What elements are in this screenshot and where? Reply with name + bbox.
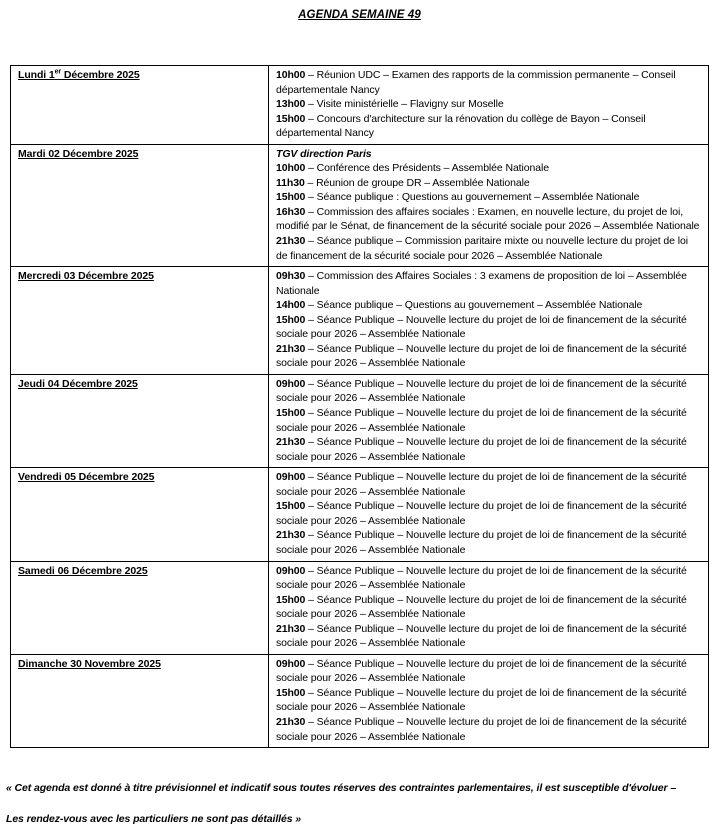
- event-time: 21h30: [276, 715, 306, 728]
- event-time: 21h30: [276, 342, 306, 355]
- table-row-wednesday: [11, 267, 709, 375]
- event-text: – Séance Publique – Nouvelle lecture du projet de loi de financement de la sécurité sociale pour 2026 – Assemblée Nationale: [276, 377, 687, 405]
- events-cell: [269, 654, 709, 747]
- events-cell: [269, 468, 709, 561]
- page-title: AGENDA SEMAINE 49: [298, 9, 421, 21]
- event-time: 09h00: [276, 657, 306, 670]
- event-text: – Commission des Affaires Sociales : 3 examens de proposition de loi – Assemblée Nationale: [276, 270, 687, 297]
- event-time: 21h30: [276, 436, 306, 449]
- event-line: [276, 435, 701, 464]
- event-time: 11h30: [276, 176, 305, 189]
- event-text: – Séance Publique – Nouvelle lecture du projet de loi de financement de la sécurité sociale pour 2026 – Assemblée Nationale: [276, 407, 687, 434]
- event-time: 13h00: [276, 98, 306, 111]
- event-time: 09h00: [276, 377, 306, 390]
- event-text: – Séance Publique – Nouvelle lecture du projet de loi de financement de la sécurité sociale pour 2026 – Assemblée Nationale: [276, 657, 687, 685]
- event-line: [276, 686, 701, 715]
- day-cell: [11, 561, 269, 654]
- event-time: 21h30: [276, 529, 306, 542]
- event-time: 15h00: [276, 407, 306, 420]
- day-label: Mercredi 03 Décembre 2025: [18, 270, 154, 283]
- event-line: [276, 112, 701, 141]
- day-cell: [11, 144, 269, 266]
- event-line: [276, 161, 701, 176]
- event-text: – Séance Publique – Nouvelle lecture du projet de loi de financement de la sécurité sociale pour 2026 – Assemblée Nationale: [276, 529, 687, 556]
- day-label: Jeudi 04 Décembre 2025: [18, 377, 138, 390]
- event-time: 09h00: [276, 471, 306, 484]
- event-text: – Séance Publique – Nouvelle lecture du projet de loi de financement de la sécurité sociale pour 2026 – Assemblée Nationale: [276, 342, 687, 370]
- event-time: 15h00: [276, 593, 306, 606]
- table-row-tuesday: [11, 144, 709, 266]
- event-text: – Réunion de groupe DR – Assemblée Nationale: [304, 176, 530, 189]
- events-cell: [269, 144, 709, 266]
- event-line: [276, 593, 701, 622]
- event-text: – Commission des affaires sociales : Examen, en nouvelle lecture, du projet de loi, modifié par le Sénat, de financement de la sécurité sociale pour 2026 – Assemblée Nationale: [276, 205, 700, 233]
- day-cell: [11, 66, 269, 145]
- event-text: – Séance publique – Commission paritaire mixte ou nouvelle lecture du projet de loi de financement de la sécurité sociale pour 2026 – Assemblée Nationale: [276, 235, 688, 262]
- day-cell: [11, 468, 269, 561]
- event-time: 14h00: [276, 299, 306, 312]
- event-text: – Séance Publique – Nouvelle lecture du projet de loi de financement de la sécurité sociale pour 2026 – Assemblée Nationale: [276, 436, 687, 463]
- event-time: 15h00: [276, 686, 306, 699]
- event-text: – Conférence des Présidents – Assemblée Nationale: [305, 162, 549, 175]
- event-line: [276, 97, 701, 112]
- event-text: – Visite ministérielle – Flavigny sur Moselle: [305, 98, 504, 111]
- day-cell: [11, 267, 269, 375]
- note-line: TGV direction Paris: [276, 147, 372, 160]
- day-cell: [11, 374, 269, 467]
- event-line: [276, 528, 701, 557]
- day-text: Lundi 1: [18, 69, 55, 81]
- day-label: [18, 69, 140, 81]
- event-time: 15h00: [276, 313, 306, 326]
- disclaimer-line-2: Les rendez-vous avec les particuliers ne sont pas détaillés »: [6, 812, 302, 825]
- events-cell: [269, 66, 709, 145]
- disclaimer-line-1: « Cet agenda est donné à titre prévisionnel et indicatif sous toutes réserves des contraintes parlementaires, il est susceptible d'évoluer –: [6, 782, 677, 795]
- event-line: [276, 377, 701, 406]
- event-time: 15h00: [276, 191, 306, 204]
- event-time: 09h30: [276, 270, 306, 283]
- event-line: [276, 313, 701, 342]
- event-line: [276, 342, 701, 371]
- day-label: Mardi 02 Décembre 2025: [18, 147, 139, 160]
- event-text: – Séance Publique – Nouvelle lecture du projet de loi de financement de la sécurité sociale pour 2026 – Assemblée Nationale: [276, 564, 687, 592]
- event-line: [276, 234, 701, 263]
- table-row-monday: [11, 66, 709, 145]
- events-cell: [269, 267, 709, 375]
- day-text-rest: Décembre 2025: [61, 69, 140, 81]
- event-line: [276, 68, 701, 97]
- event-time: 15h00: [276, 500, 306, 513]
- event-text: – Séance Publique – Nouvelle lecture du projet de loi de financement de la sécurité sociale pour 2026 – Assemblée Nationale: [276, 313, 687, 341]
- day-cell: [11, 654, 269, 747]
- day-label: Dimanche 30 Novembre 2025: [18, 657, 161, 670]
- event-line: [276, 564, 701, 593]
- event-line: [276, 470, 701, 499]
- event-time: 21h30: [276, 622, 306, 635]
- event-time: 10h00: [276, 162, 306, 175]
- event-line: [276, 657, 701, 686]
- disclaimer: [6, 782, 707, 826]
- event-text: – Séance Publique – Nouvelle lecture du projet de loi de financement de la sécurité sociale pour 2026 – Assemblée Nationale: [276, 500, 687, 527]
- event-time: 16h30: [276, 205, 306, 218]
- day-label: Vendredi 05 Décembre 2025: [18, 471, 155, 484]
- event-line: [276, 298, 701, 313]
- events-cell: [269, 374, 709, 467]
- table-row-saturday: [11, 561, 709, 654]
- day-label: Samedi 06 Décembre 2025: [18, 564, 148, 577]
- agenda-table: [10, 65, 709, 748]
- event-text: – Concours d'architecture sur la rénovation du collège de Bayon – Conseil départemental Nancy: [276, 112, 646, 140]
- event-text: – Séance Publique – Nouvelle lecture du projet de loi de financement de la sécurité sociale pour 2026 – Assemblée Nationale: [276, 593, 687, 621]
- event-time: 09h00: [276, 564, 306, 577]
- event-line: [276, 190, 701, 205]
- event-text: – Séance Publique – Nouvelle lecture du projet de loi de financement de la sécurité sociale pour 2026 – Assemblée Nationale: [276, 686, 687, 714]
- event-line: [276, 715, 701, 744]
- event-line: [276, 176, 701, 191]
- event-line: [276, 406, 701, 435]
- day-ordinal-suffix: er: [54, 68, 62, 76]
- event-text: – Séance publique : Questions au gouvernement – Assemblée Nationale: [305, 191, 640, 204]
- event-line: [276, 269, 701, 298]
- table-row-friday: [11, 468, 709, 561]
- table-row-sunday: [11, 654, 709, 747]
- event-time: 21h30: [276, 235, 306, 248]
- event-text: – Réunion UDC – Examen des rapports de la commission permanente – Conseil départementale Nancy: [276, 69, 676, 96]
- event-text: – Séance Publique – Nouvelle lecture du projet de loi de financement de la sécurité sociale pour 2026 – Assemblée Nationale: [276, 715, 687, 743]
- event-text: – Séance Publique – Nouvelle lecture du projet de loi de financement de la sécurité sociale pour 2026 – Assemblée Nationale: [276, 471, 687, 498]
- event-time: 10h00: [276, 69, 306, 81]
- event-text: – Séance publique – Questions au gouvernement – Assemblée Nationale: [305, 299, 643, 312]
- event-line: [276, 205, 701, 234]
- event-time: 15h00: [276, 112, 306, 125]
- event-text: – Séance Publique – Nouvelle lecture du projet de loi de financement de la sécurité sociale pour 2026 – Assemblée Nationale: [276, 622, 687, 650]
- events-cell: [269, 561, 709, 654]
- event-line: [276, 622, 701, 651]
- event-line: [276, 499, 701, 528]
- table-row-thursday: [11, 374, 709, 467]
